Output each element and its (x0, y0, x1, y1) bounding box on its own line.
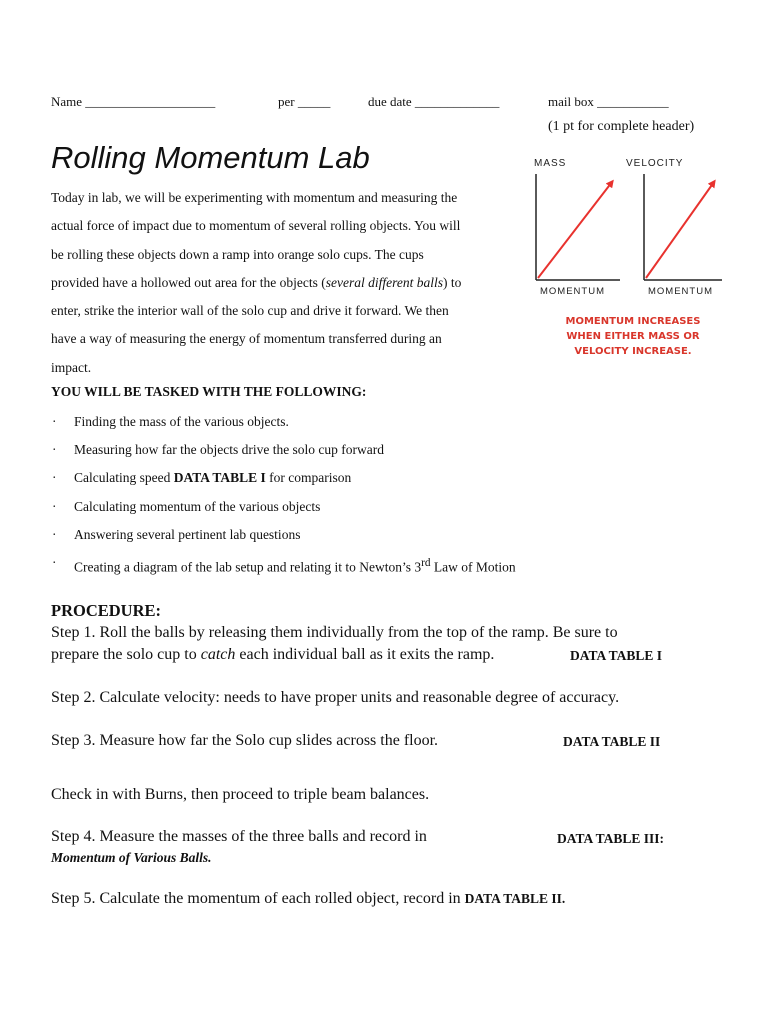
task-text: Finding the mass of the various objects. (74, 414, 289, 429)
task-bold: DATA TABLE I (173, 470, 266, 486)
task-text: Creating a diagram of the lab setup and relating it to Newton’s 3 (74, 559, 422, 575)
velocity-axis-label: VELOCITY (626, 158, 684, 169)
bullet-icon: · (52, 470, 57, 486)
momentum-graphic (530, 152, 730, 364)
step-2: Step 2. Calculate velocity: needs to have proper units and reasonable degree of accuracy. (51, 689, 620, 706)
intro-paragraph (51, 184, 521, 382)
period-field: per _____ (278, 94, 331, 109)
tasks-heading: YOU WILL BE TASKED WITH THE FOLLOWING: (51, 384, 367, 399)
caption-line: VELOCITY INCREASE. (574, 346, 692, 357)
step-text: prepare the solo cup to (51, 646, 201, 663)
mass-axis-label: MASS (534, 158, 567, 169)
step-5-data-table-tag: DATA TABLE II. (464, 891, 566, 906)
step-4-table-name: Momentum of Various Balls. (51, 850, 212, 865)
list-item (51, 549, 671, 577)
list-item (51, 436, 671, 464)
intro-emphasis: several different balls (325, 274, 444, 290)
step-3: Step 3. Measure how far the Solo cup slides across the floor. (51, 732, 439, 749)
due-date-field: due date _____________ (368, 94, 500, 109)
list-item (51, 493, 671, 521)
list-item (51, 464, 671, 492)
intro-line: actual force of impact due to momentum of several rolling objects. You will (51, 218, 461, 234)
velocity-momentum-arrow (646, 182, 714, 278)
intro-line: impact. (51, 359, 92, 375)
caption-line: WHEN EITHER MASS OR (566, 331, 700, 342)
bullet-icon: · (52, 414, 57, 429)
page-title: Rolling Momentum Lab (51, 140, 370, 175)
intro-line: Today in lab, we will be experimenting with momentum and measuring the (51, 190, 458, 205)
task-text: Calculating momentum of the various objects (74, 498, 321, 514)
procedure-heading: PROCEDURE: (51, 601, 161, 620)
bullet-icon: · (52, 526, 57, 542)
intro-line: enter, strike the interior wall of the solo cup and drive it forward. We then (51, 303, 449, 319)
step-4: Step 4. Measure the masses of the three balls and record in (51, 828, 427, 845)
intro-text: provided have a hollowed out area for the objects ( (51, 274, 326, 290)
header-note: (1 pt for complete header) (548, 119, 695, 134)
list-item (51, 521, 671, 549)
bullet-icon: · (52, 554, 57, 570)
mass-momentum-arrow (538, 182, 612, 278)
step-text: each individual ball as it exits the ramp. (235, 646, 495, 663)
step-5 (51, 890, 565, 908)
intro-line: have a way of measuring the energy of momentum transferred during an (51, 331, 442, 347)
bullet-icon: · (52, 498, 57, 514)
task-text: Measuring how far the objects drive the solo cup forward (74, 442, 385, 458)
intro-text: ) to (443, 274, 462, 290)
task-text: for comparison (265, 470, 352, 486)
task-superscript: rd (421, 556, 431, 569)
list-item (51, 408, 671, 436)
step-3-data-table-tag: DATA TABLE II (563, 734, 661, 749)
task-list (51, 408, 671, 577)
task-text: Answering several pertinent lab questions (74, 526, 301, 542)
mailbox-field: mail box ___________ (548, 94, 669, 109)
intro-line (51, 269, 521, 297)
step-1-line-1: Step 1. Roll the balls by releasing them individually from the top of the ramp. Be sure to (51, 624, 618, 641)
check-in-note: Check in with Burns, then proceed to triple beam balances. (51, 786, 430, 803)
intro-line: be rolling these objects down a ramp into orange solo cups. The cups (51, 246, 424, 262)
step-1-data-table-tag: DATA TABLE I (570, 648, 663, 663)
right-x-label: MOMENTUM (648, 286, 713, 297)
step-text: Step 5. Calculate the momentum of each rolled object, record in (51, 890, 465, 907)
left-x-label: MOMENTUM (540, 286, 605, 297)
task-text: Calculating speed (74, 470, 174, 486)
step-1-line-2 (51, 646, 494, 664)
task-text: Law of Motion (430, 559, 516, 575)
name-field: Name ____________________ (51, 94, 216, 109)
step-4-data-table-tag: DATA TABLE III: (557, 831, 665, 846)
caption-line: MOMENTUM INCREASES (565, 316, 701, 327)
step-emphasis: catch (200, 646, 236, 663)
bullet-icon: · (52, 442, 57, 458)
